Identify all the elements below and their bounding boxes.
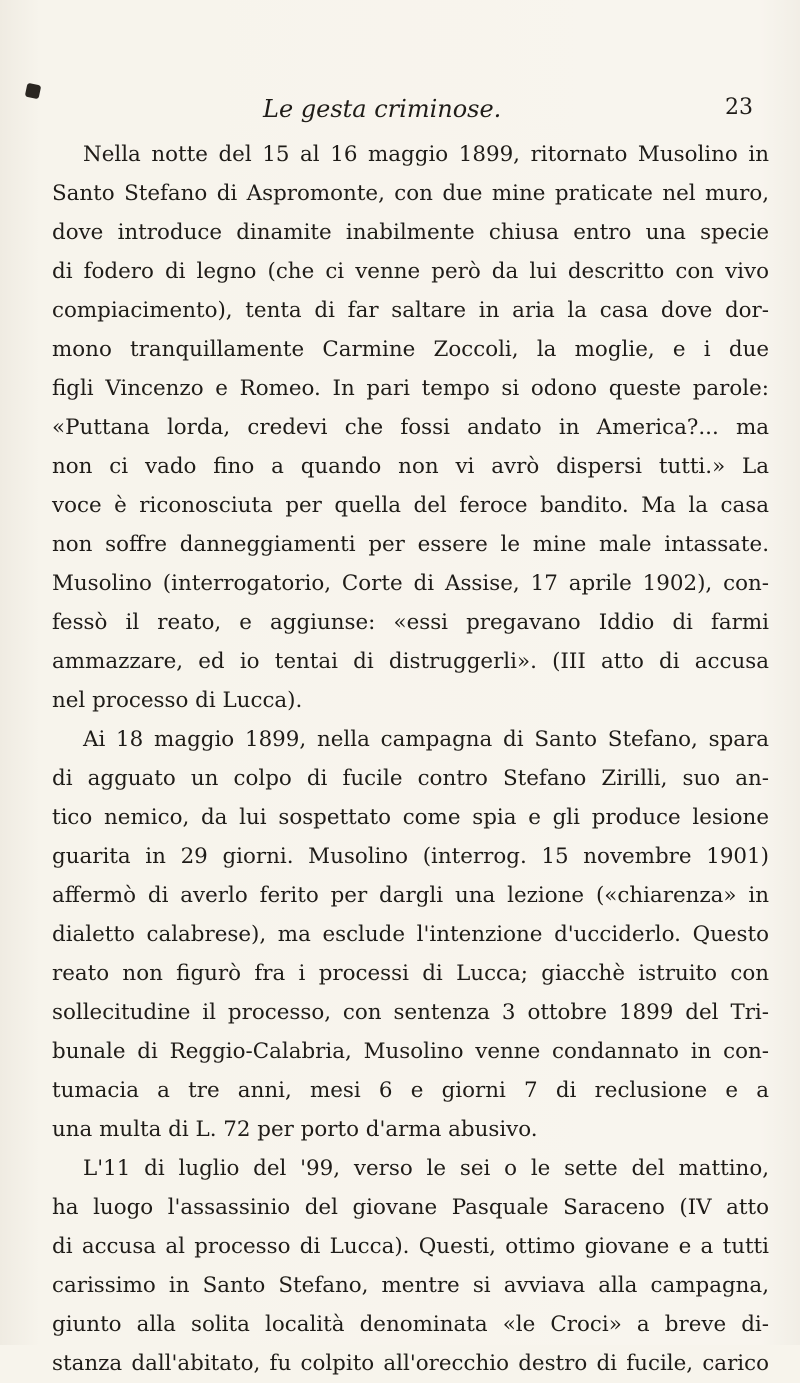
page-header xyxy=(60,95,753,125)
text-line: stanza dall'abitato, fu colpito all'orecchio destro di fucile, carico xyxy=(52,1351,769,1376)
text-line: Nella notte del 15 al 16 maggio 1899, ritornato Musolino in xyxy=(83,142,769,167)
running-title: Le gesta criminose. xyxy=(263,95,502,123)
text-line: Ai 18 maggio 1899, nella campagna di Santo Stefano, spara xyxy=(83,727,769,752)
text-line: di accusa al processo di Lucca). Questi, ottimo giovane e a tutti xyxy=(52,1234,769,1259)
text-line: non soffre danneggiamenti per essere le mine male intassate. xyxy=(52,532,769,557)
text-line: bunale di Reggio-Calabria, Musolino venne condannato in con- xyxy=(52,1039,769,1064)
text-line: affermò di averlo ferito per dargli una lezione («chiarenza» in xyxy=(52,883,769,908)
text-line: voce è riconosciuta per quella del feroce bandito. Ma la casa xyxy=(52,493,769,518)
text-line: mono tranquillamente Carmine Zoccoli, la moglie, e i due xyxy=(52,337,769,362)
text-line: dialetto calabrese), ma esclude l'intenzione d'ucciderlo. Questo xyxy=(52,922,769,947)
text-line: Musolino (interrogatorio, Corte di Assise, 17 aprile 1902), con- xyxy=(52,571,769,596)
text-line: di fodero di legno (che ci venne però da lui descritto con vivo xyxy=(52,259,769,284)
text-line: dove introduce dinamite inabilmente chiusa entro una specie xyxy=(52,220,769,245)
ink-blot xyxy=(25,83,42,100)
body-text xyxy=(52,135,769,1383)
text-line: compiacimento), tenta di far saltare in aria la casa dove dor- xyxy=(52,298,769,323)
text-line: figli Vincenzo e Romeo. In pari tempo si odono queste parole: xyxy=(52,376,769,401)
text-line: Santo Stefano di Aspromonte, con due mine praticate nel muro, xyxy=(52,181,769,206)
text-line: nel processo di Lucca). xyxy=(52,688,303,713)
page-number: 23 xyxy=(725,95,753,120)
text-line: giunto alla solita località denominata «le Croci» a breve di- xyxy=(52,1312,769,1337)
text-line: tumacia a tre anni, mesi 6 e giorni 7 di reclusione e a xyxy=(52,1078,769,1103)
text-line: di agguato un colpo di fucile contro Stefano Zirilli, suo an- xyxy=(52,766,769,791)
text-line: carissimo in Santo Stefano, mentre si avviava alla campagna, xyxy=(52,1273,769,1298)
text-line: guarita in 29 giorni. Musolino (interrog. 15 novembre 1901) xyxy=(52,844,769,869)
text-line: L'11 di luglio del '99, verso le sei o le sette del mattino, xyxy=(83,1156,769,1181)
text-line: «Puttana lorda, credevi che fossi andato in America?... ma xyxy=(52,415,769,440)
text-line: fessò il reato, e aggiunse: «essi pregavano Iddio di farmi xyxy=(52,610,769,635)
text-line: reato non figurò fra i processi di Lucca; giacchè istruito con xyxy=(52,961,769,986)
text-line: ha luogo l'assassinio del giovane Pasquale Saraceno (IV atto xyxy=(52,1195,769,1220)
text-line: sollecitudine il processo, con sentenza 3 ottobre 1899 del Tri- xyxy=(52,1000,769,1025)
text-line: non ci vado fino a quando non vi avrò dispersi tutti.» La xyxy=(52,454,769,479)
text-line: ammazzare, ed io tentai di distruggerli». (III atto di accusa xyxy=(52,649,769,674)
text-line: una multa di L. 72 per porto d'arma abusivo. xyxy=(52,1117,538,1142)
text-line: tico nemico, da lui sospettato come spia e gli produce lesione xyxy=(52,805,769,830)
